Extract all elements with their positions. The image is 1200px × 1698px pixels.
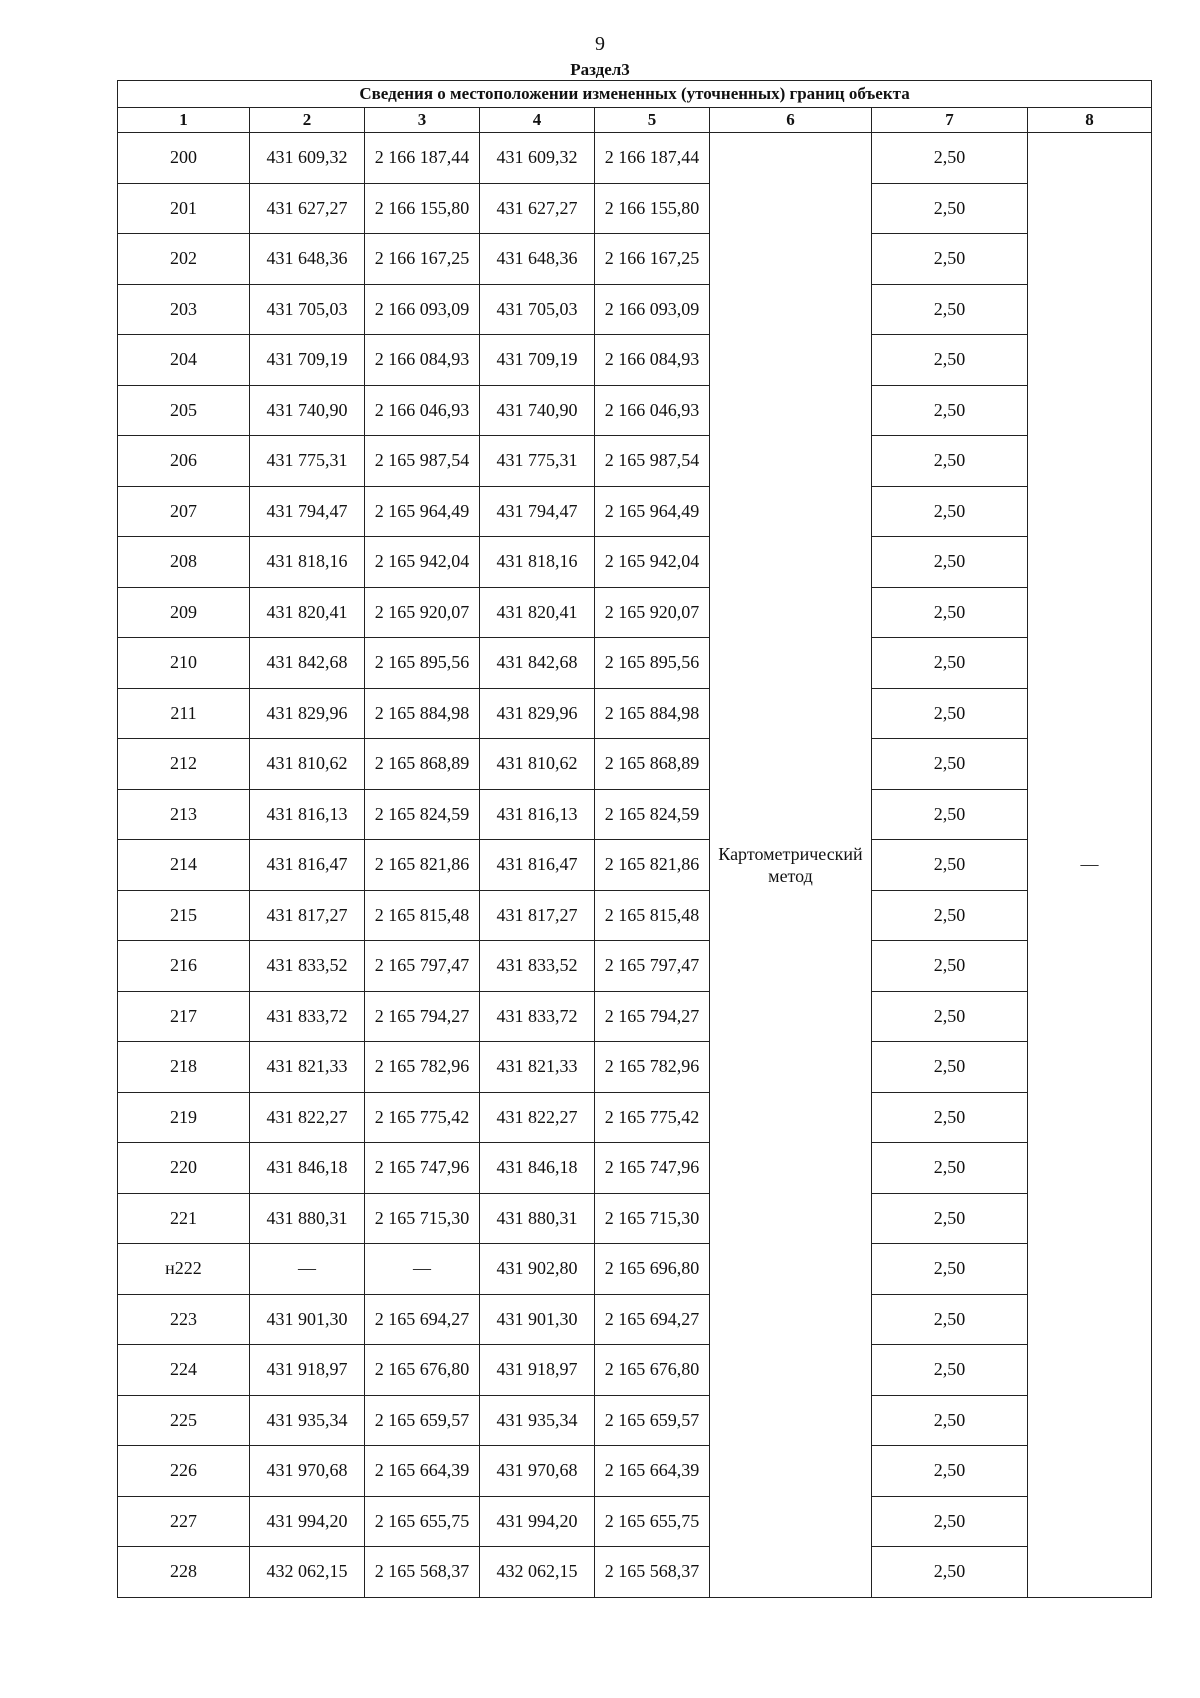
existing-y-cell: 2 165 747,96 — [365, 1143, 480, 1194]
new-y-cell: 2 166 155,80 — [595, 183, 710, 234]
existing-x-cell: 431 822,27 — [250, 1092, 365, 1143]
existing-x-cell: 431 810,62 — [250, 739, 365, 790]
column-number-header: 7 — [872, 108, 1028, 133]
existing-x-cell: 431 816,47 — [250, 840, 365, 891]
table-row — [118, 183, 1152, 234]
existing-y-cell: 2 165 782,96 — [365, 1042, 480, 1093]
table-row — [118, 537, 1152, 588]
existing-y-cell: — — [365, 1244, 480, 1295]
existing-y-cell: 2 166 093,09 — [365, 284, 480, 335]
new-y-cell: 2 166 187,44 — [595, 133, 710, 184]
existing-y-cell: 2 166 167,25 — [365, 234, 480, 285]
point-number-cell: 216 — [118, 941, 250, 992]
accuracy-cell: 2,50 — [872, 133, 1028, 184]
new-y-cell: 2 165 775,42 — [595, 1092, 710, 1143]
accuracy-cell: 2,50 — [872, 436, 1028, 487]
point-number-cell: 200 — [118, 133, 250, 184]
existing-x-cell: 431 901,30 — [250, 1294, 365, 1345]
table-row — [118, 890, 1152, 941]
point-number-cell: 220 — [118, 1143, 250, 1194]
new-y-cell: 2 165 824,59 — [595, 789, 710, 840]
table-row — [118, 688, 1152, 739]
accuracy-cell: 2,50 — [872, 638, 1028, 689]
new-x-cell: 431 648,36 — [480, 234, 595, 285]
new-x-cell: 431 818,16 — [480, 537, 595, 588]
table-row — [118, 739, 1152, 790]
table-row — [118, 1092, 1152, 1143]
table-row — [118, 587, 1152, 638]
new-x-cell: 431 705,03 — [480, 284, 595, 335]
point-number-cell: 228 — [118, 1547, 250, 1598]
table-row — [118, 335, 1152, 386]
existing-x-cell: 431 994,20 — [250, 1496, 365, 1547]
point-number-cell: 210 — [118, 638, 250, 689]
existing-y-cell: 2 165 794,27 — [365, 991, 480, 1042]
existing-y-cell: 2 165 694,27 — [365, 1294, 480, 1345]
point-number-cell: 211 — [118, 688, 250, 739]
existing-x-cell: 431 833,72 — [250, 991, 365, 1042]
point-number-cell: н222 — [118, 1244, 250, 1295]
new-x-cell: 431 794,47 — [480, 486, 595, 537]
accuracy-cell: 2,50 — [872, 1395, 1028, 1446]
new-y-cell: 2 165 920,07 — [595, 587, 710, 638]
accuracy-cell: 2,50 — [872, 1042, 1028, 1093]
new-y-cell: 2 166 093,09 — [595, 284, 710, 335]
new-x-cell: 432 062,15 — [480, 1547, 595, 1598]
table-row — [118, 638, 1152, 689]
method-cell: Картометрический метод — [710, 133, 872, 1598]
accuracy-cell: 2,50 — [872, 385, 1028, 436]
point-number-cell: 202 — [118, 234, 250, 285]
existing-x-cell: 431 794,47 — [250, 486, 365, 537]
column-number-header: 5 — [595, 108, 710, 133]
table-row — [118, 133, 1152, 184]
existing-x-cell: 431 880,31 — [250, 1193, 365, 1244]
point-number-cell: 204 — [118, 335, 250, 386]
existing-x-cell: 431 833,52 — [250, 941, 365, 992]
column-number-header: 8 — [1028, 108, 1152, 133]
point-number-cell: 208 — [118, 537, 250, 588]
point-number-cell: 214 — [118, 840, 250, 891]
accuracy-cell: 2,50 — [872, 486, 1028, 537]
accuracy-cell: 2,50 — [872, 1244, 1028, 1295]
table-row — [118, 385, 1152, 436]
existing-x-cell: 431 627,27 — [250, 183, 365, 234]
accuracy-cell: 2,50 — [872, 688, 1028, 739]
new-x-cell: 431 709,19 — [480, 335, 595, 386]
accuracy-cell: 2,50 — [872, 1345, 1028, 1396]
column-number-header: 4 — [480, 108, 595, 133]
new-y-cell: 2 166 084,93 — [595, 335, 710, 386]
page-number: 9 — [595, 33, 605, 55]
new-x-cell: 431 842,68 — [480, 638, 595, 689]
accuracy-cell: 2,50 — [872, 1143, 1028, 1194]
new-x-cell: 431 994,20 — [480, 1496, 595, 1547]
new-y-cell: 2 165 747,96 — [595, 1143, 710, 1194]
table-row — [118, 1547, 1152, 1598]
point-number-cell: 205 — [118, 385, 250, 436]
new-y-cell: 2 165 664,39 — [595, 1446, 710, 1497]
new-y-cell: 2 165 821,86 — [595, 840, 710, 891]
existing-y-cell: 2 165 821,86 — [365, 840, 480, 891]
existing-x-cell: 431 935,34 — [250, 1395, 365, 1446]
accuracy-cell: 2,50 — [872, 1092, 1028, 1143]
point-number-cell: 215 — [118, 890, 250, 941]
accuracy-cell: 2,50 — [872, 991, 1028, 1042]
accuracy-cell: 2,50 — [872, 537, 1028, 588]
accuracy-cell: 2,50 — [872, 789, 1028, 840]
accuracy-cell: 2,50 — [872, 941, 1028, 992]
point-number-cell: 203 — [118, 284, 250, 335]
accuracy-cell: 2,50 — [872, 1294, 1028, 1345]
new-x-cell: 431 816,47 — [480, 840, 595, 891]
new-y-cell: 2 165 987,54 — [595, 436, 710, 487]
table-row — [118, 234, 1152, 285]
existing-y-cell: 2 165 664,39 — [365, 1446, 480, 1497]
new-x-cell: 431 970,68 — [480, 1446, 595, 1497]
accuracy-cell: 2,50 — [872, 1193, 1028, 1244]
existing-y-cell: 2 166 187,44 — [365, 133, 480, 184]
new-y-cell: 2 166 167,25 — [595, 234, 710, 285]
new-y-cell: 2 165 659,57 — [595, 1395, 710, 1446]
new-x-cell: 431 846,18 — [480, 1143, 595, 1194]
column-number-header: 6 — [710, 108, 872, 133]
existing-y-cell: 2 166 046,93 — [365, 385, 480, 436]
table-row — [118, 1446, 1152, 1497]
point-number-cell: 227 — [118, 1496, 250, 1547]
new-x-cell: 431 918,97 — [480, 1345, 595, 1396]
new-y-cell: 2 165 964,49 — [595, 486, 710, 537]
new-x-cell: 431 902,80 — [480, 1244, 595, 1295]
new-x-cell: 431 821,33 — [480, 1042, 595, 1093]
point-number-cell: 209 — [118, 587, 250, 638]
new-y-cell: 2 165 655,75 — [595, 1496, 710, 1547]
accuracy-cell: 2,50 — [872, 183, 1028, 234]
new-y-cell: 2 165 715,30 — [595, 1193, 710, 1244]
table-row — [118, 486, 1152, 537]
point-number-cell: 226 — [118, 1446, 250, 1497]
existing-y-cell: 2 165 868,89 — [365, 739, 480, 790]
existing-y-cell: 2 166 155,80 — [365, 183, 480, 234]
existing-x-cell: 432 062,15 — [250, 1547, 365, 1598]
new-y-cell: 2 166 046,93 — [595, 385, 710, 436]
point-number-cell: 206 — [118, 436, 250, 487]
new-y-cell: 2 165 942,04 — [595, 537, 710, 588]
table-row — [118, 991, 1152, 1042]
point-number-cell: 221 — [118, 1193, 250, 1244]
point-number-cell: 212 — [118, 739, 250, 790]
new-x-cell: 431 833,72 — [480, 991, 595, 1042]
new-y-cell: 2 165 895,56 — [595, 638, 710, 689]
accuracy-cell: 2,50 — [872, 1446, 1028, 1497]
table-row — [118, 436, 1152, 487]
accuracy-cell: 2,50 — [872, 739, 1028, 790]
new-y-cell: 2 165 815,48 — [595, 890, 710, 941]
existing-x-cell: 431 829,96 — [250, 688, 365, 739]
new-y-cell: 2 165 794,27 — [595, 991, 710, 1042]
new-y-cell: 2 165 797,47 — [595, 941, 710, 992]
table-caption: Сведения о местоположении измененных (уточненных) границ объекта — [118, 81, 1152, 108]
new-x-cell: 431 901,30 — [480, 1294, 595, 1345]
table-row — [118, 1496, 1152, 1547]
table-row — [118, 284, 1152, 335]
existing-x-cell: 431 775,31 — [250, 436, 365, 487]
table-row — [118, 840, 1152, 891]
column8-cell: — — [1028, 133, 1152, 1598]
point-number-cell: 218 — [118, 1042, 250, 1093]
existing-x-cell: 431 609,32 — [250, 133, 365, 184]
table-row — [118, 1345, 1152, 1396]
point-number-cell: 217 — [118, 991, 250, 1042]
new-y-cell: 2 165 868,89 — [595, 739, 710, 790]
existing-y-cell: 2 165 884,98 — [365, 688, 480, 739]
accuracy-cell: 2,50 — [872, 1547, 1028, 1598]
new-x-cell: 431 740,90 — [480, 385, 595, 436]
existing-y-cell: 2 165 920,07 — [365, 587, 480, 638]
new-y-cell: 2 165 694,27 — [595, 1294, 710, 1345]
existing-y-cell: 2 165 824,59 — [365, 789, 480, 840]
existing-x-cell: 431 709,19 — [250, 335, 365, 386]
accuracy-cell: 2,50 — [872, 335, 1028, 386]
table-row — [118, 1042, 1152, 1093]
point-number-cell: 219 — [118, 1092, 250, 1143]
accuracy-cell: 2,50 — [872, 284, 1028, 335]
table-row — [118, 1143, 1152, 1194]
new-x-cell: 431 880,31 — [480, 1193, 595, 1244]
accuracy-cell: 2,50 — [872, 890, 1028, 941]
column-number-header: 2 — [250, 108, 365, 133]
existing-x-cell: 431 818,16 — [250, 537, 365, 588]
new-x-cell: 431 833,52 — [480, 941, 595, 992]
existing-x-cell: 431 820,41 — [250, 587, 365, 638]
existing-x-cell: 431 705,03 — [250, 284, 365, 335]
table-row — [118, 789, 1152, 840]
column-number-header: 1 — [118, 108, 250, 133]
existing-x-cell: 431 842,68 — [250, 638, 365, 689]
table-row — [118, 1193, 1152, 1244]
existing-x-cell: 431 648,36 — [250, 234, 365, 285]
table-row — [118, 1395, 1152, 1446]
accuracy-cell: 2,50 — [872, 840, 1028, 891]
column-number-header: 3 — [365, 108, 480, 133]
accuracy-cell: 2,50 — [872, 587, 1028, 638]
existing-x-cell: — — [250, 1244, 365, 1295]
point-number-cell: 213 — [118, 789, 250, 840]
existing-y-cell: 2 165 895,56 — [365, 638, 480, 689]
existing-y-cell: 2 165 797,47 — [365, 941, 480, 992]
existing-x-cell: 431 970,68 — [250, 1446, 365, 1497]
table-row — [118, 941, 1152, 992]
new-x-cell: 431 810,62 — [480, 739, 595, 790]
coordinates-table — [117, 80, 1152, 1598]
new-y-cell: 2 165 696,80 — [595, 1244, 710, 1295]
existing-x-cell: 431 821,33 — [250, 1042, 365, 1093]
new-x-cell: 431 609,32 — [480, 133, 595, 184]
existing-x-cell: 431 740,90 — [250, 385, 365, 436]
existing-x-cell: 431 846,18 — [250, 1143, 365, 1194]
existing-y-cell: 2 165 987,54 — [365, 436, 480, 487]
existing-y-cell: 2 165 715,30 — [365, 1193, 480, 1244]
new-x-cell: 431 820,41 — [480, 587, 595, 638]
existing-y-cell: 2 166 084,93 — [365, 335, 480, 386]
new-y-cell: 2 165 568,37 — [595, 1547, 710, 1598]
existing-y-cell: 2 165 775,42 — [365, 1092, 480, 1143]
new-x-cell: 431 817,27 — [480, 890, 595, 941]
existing-x-cell: 431 817,27 — [250, 890, 365, 941]
existing-y-cell: 2 165 964,49 — [365, 486, 480, 537]
existing-y-cell: 2 165 568,37 — [365, 1547, 480, 1598]
existing-y-cell: 2 165 942,04 — [365, 537, 480, 588]
accuracy-cell: 2,50 — [872, 1496, 1028, 1547]
table-row — [118, 1294, 1152, 1345]
new-x-cell: 431 829,96 — [480, 688, 595, 739]
accuracy-cell: 2,50 — [872, 234, 1028, 285]
existing-y-cell: 2 165 676,80 — [365, 1345, 480, 1396]
new-y-cell: 2 165 884,98 — [595, 688, 710, 739]
existing-y-cell: 2 165 815,48 — [365, 890, 480, 941]
table-row — [118, 1244, 1152, 1295]
new-x-cell: 431 775,31 — [480, 436, 595, 487]
new-y-cell: 2 165 782,96 — [595, 1042, 710, 1093]
table-body — [118, 133, 1152, 1598]
existing-y-cell: 2 165 655,75 — [365, 1496, 480, 1547]
existing-x-cell: 431 918,97 — [250, 1345, 365, 1396]
point-number-cell: 201 — [118, 183, 250, 234]
point-number-cell: 225 — [118, 1395, 250, 1446]
section-title: Раздел3 — [570, 60, 630, 79]
new-x-cell: 431 627,27 — [480, 183, 595, 234]
point-number-cell: 207 — [118, 486, 250, 537]
point-number-cell: 223 — [118, 1294, 250, 1345]
existing-y-cell: 2 165 659,57 — [365, 1395, 480, 1446]
new-y-cell: 2 165 676,80 — [595, 1345, 710, 1396]
new-x-cell: 431 935,34 — [480, 1395, 595, 1446]
point-number-cell: 224 — [118, 1345, 250, 1396]
existing-x-cell: 431 816,13 — [250, 789, 365, 840]
new-x-cell: 431 816,13 — [480, 789, 595, 840]
new-x-cell: 431 822,27 — [480, 1092, 595, 1143]
